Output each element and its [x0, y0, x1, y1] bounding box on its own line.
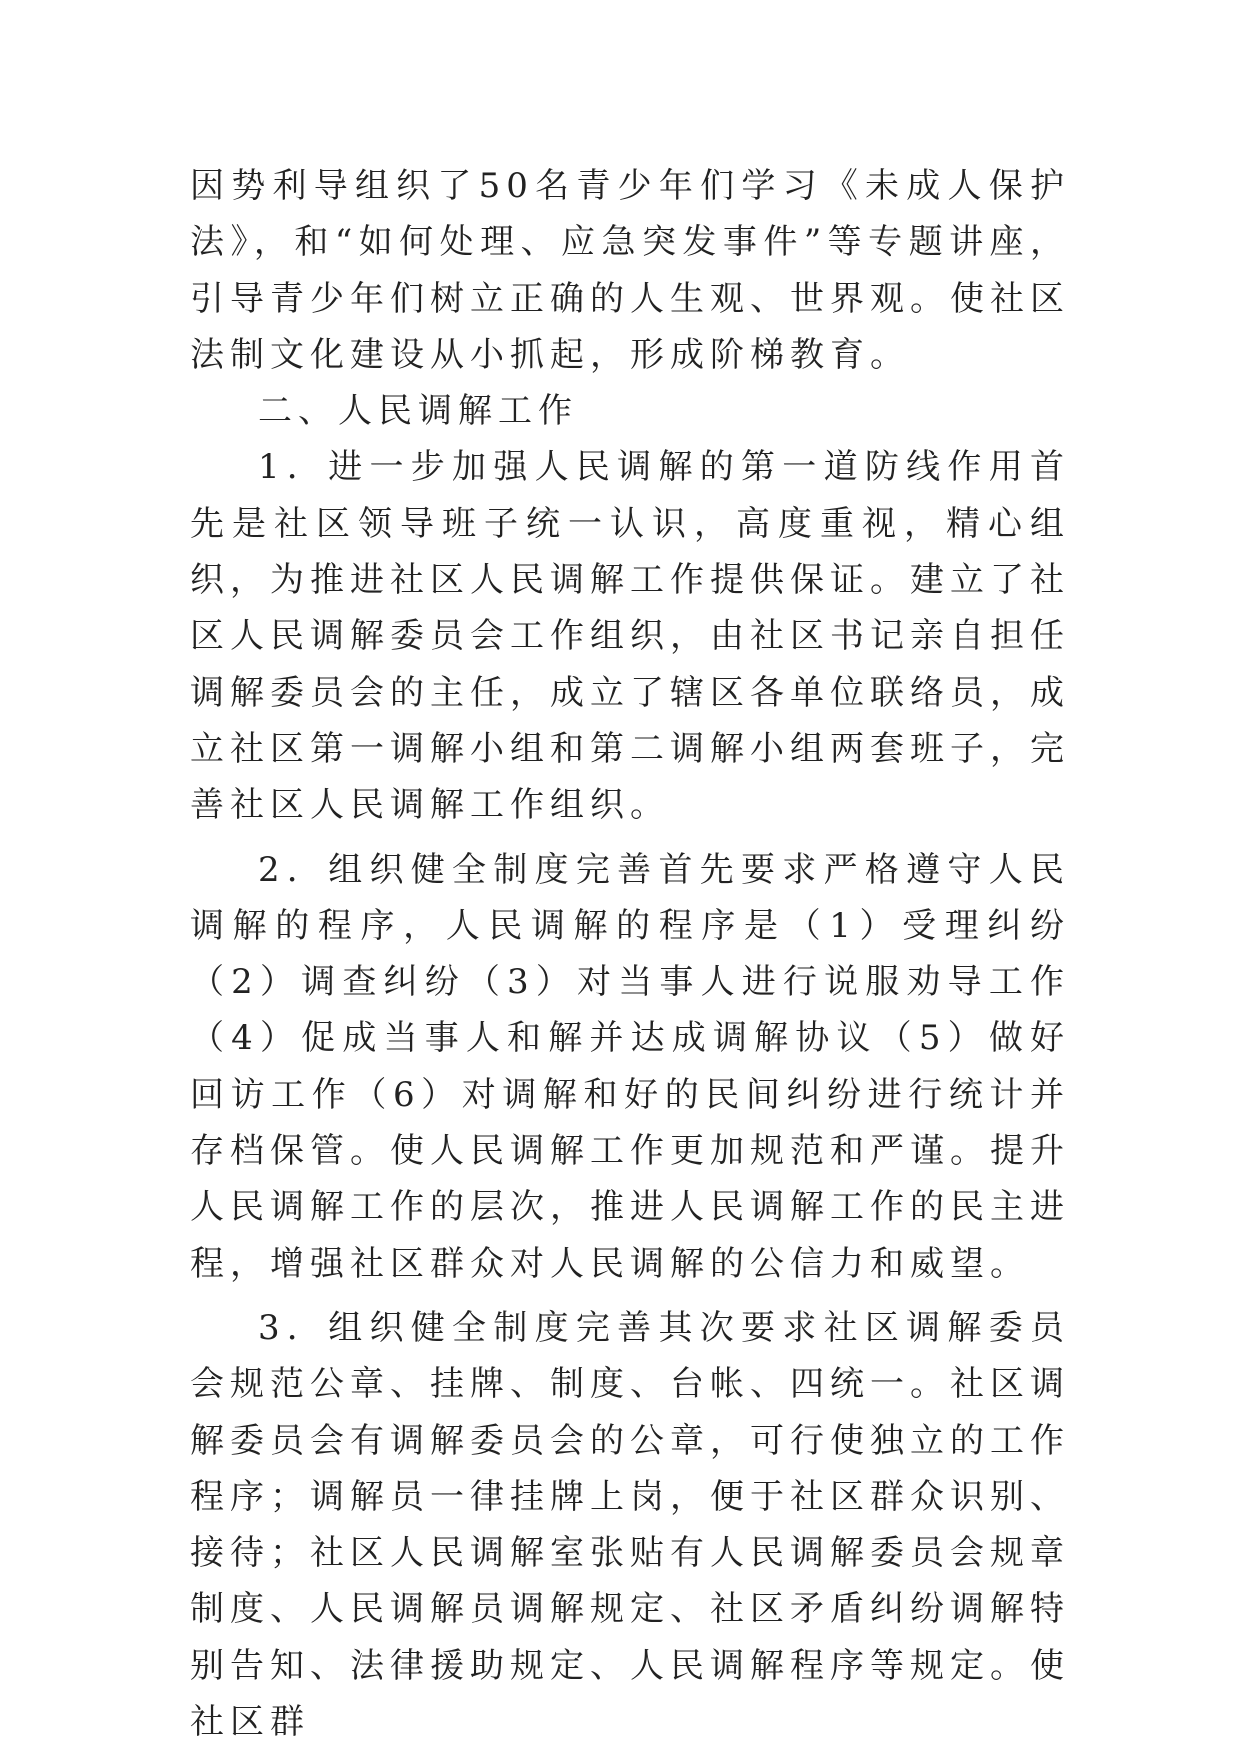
- paragraph-spacer: [190, 834, 1070, 842]
- paragraph-item-3: 3．组织健全制度完善其次要求社区调解委员会规范公章、挂牌、制度、台帐、四统一。社区调解委员会有调解委员会的公章，可行使独立的工作程序；调解员一律挂牌上岗，便于社区群众识别、接待；社区人民调解室张贴有人民调解委员会规章制度、人民调解员调解规定、社区矛盾纠纷调解特别告知、法律援助规定、人民调解程序等规定。使社区群: [190, 1307, 1070, 1743]
- paragraph-item-2: 2．组织健全制度完善首先要求严格遵守人民调解的程序，人民调解的程序是（1）受理纠纷（2）调查纠纷（3）对当事人进行说服劝导工作（4）促成当事人和解并达成调解协议（5）做好回访工作（6）对调解和好的民间纠纷进行统计并存档保管。使人民调解工作更加规范和严谨。提升人民调解工作的层次，推进人民调解工作的民主进程，增强社区群众对人民调解的公信力和威望。: [190, 849, 1070, 1284]
- document-body: [190, 158, 1070, 1750]
- paragraph-item-1: 1．进一步加强人民调解的第一道防线作用首先是社区领导班子统一认识，高度重视，精心组织，为推进社区人民调解工作提供保证。建立了社区人民调解委员会工作组织，由社区书记亲自担任调解委员会的主任，成立了辖区各单位联络员，成立社区第一调解小组和第二调解小组两套班子，完善社区人民调解工作组织。: [190, 447, 1070, 826]
- section-heading: 二、人民调解工作: [258, 391, 578, 432]
- paragraph-spacer: [190, 1292, 1070, 1300]
- paragraph-continued: 因势利导组织了50名青少年们学习《未成人保护法》，和“如何处理、应急突发事件”等专题讲座，引导青少年们树立正确的人生观、世界观。使社区法制文化建设从小抓起，形成阶梯教育。: [190, 166, 1070, 375]
